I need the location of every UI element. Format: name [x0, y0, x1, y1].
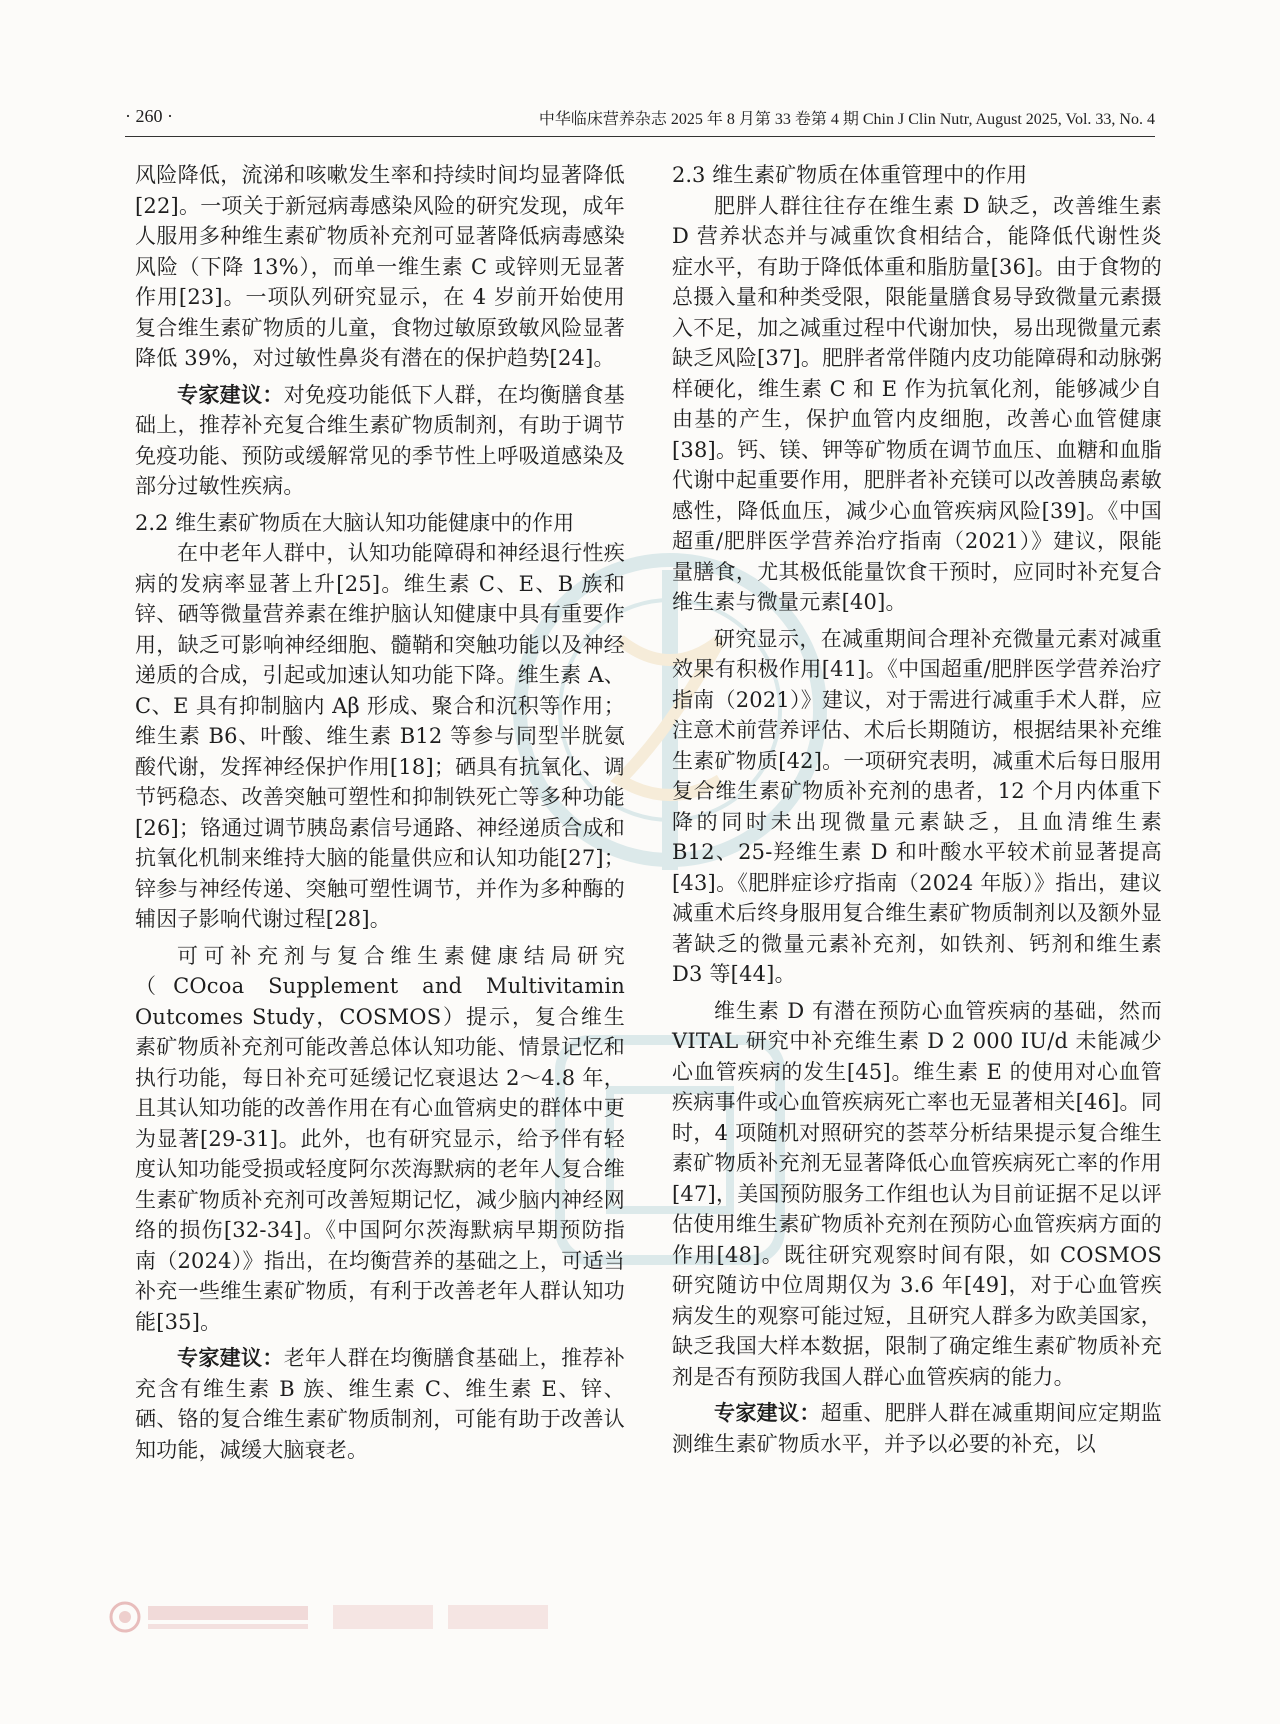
expert-advice [135, 1343, 625, 1465]
expert-advice [135, 380, 625, 502]
publisher-logo-icon [108, 1600, 578, 1634]
paragraph: 风险降低，流涕和咳嗽发生率和持续时间均显著降低[22]。一项关于新冠病毒感染风险的研究发现，成年人服用多种维生素矿物质补充剂可显著降低病毒感染风险（下降 13%），而单一维生素 C 或锌则无显著作用[23]。一项队列研究显示，在 4 岁前开始使用复合维生素矿物质的儿童，食物过敏原致敏风险显著降低 39%，对过敏性鼻炎有潜在的保护趋势[24]。 [135, 163, 625, 370]
advice-label: 专家建议： [714, 1401, 821, 1425]
advice-text: 对免疫功能低下人群，在均衡膳食基础上，推荐补充复合维生素矿物质制剂，有助于调节免疫功能、预防或缓解常见的季节性上呼吸道感染及部分过敏性疾病。 [135, 382, 625, 498]
left-column [135, 160, 625, 1471]
expert-advice [672, 1398, 1162, 1459]
journal-citation: 中华临床营养杂志 2025 年 8 月第 33 卷第 4 期 Chin J Clin Nutr, August 2025, Vol. 33, No. 4 [538, 111, 1155, 128]
right-column [672, 160, 1162, 1465]
paragraph: 研究显示，在减重期间合理补充微量元素对减重效果有积极作用[41]。《中国超重/肥胖医学营养治疗指南（2021）》建议，对于需进行减重手术人群，应注意术前营养评估、术后长期随访，根据结果补充维生素矿物质[42]。一项研究表明，减重术后每日服用复合维生素矿物质补充剂的患者，12 个月内体重下降的同时未出现微量元素缺乏，且血清维生素 B12、25-羟维生素 D 和叶酸水平较术前显著提高[43]。《肥胖症诊疗指南（2024 年版）》指出，建议减重术后终身服用复合维生素矿物质制剂以及额外显著缺乏的微量元素补充剂，如铁剂、钙剂和维生素 D3 等[44]。 [672, 626, 1162, 986]
advice-label: 专家建议： [177, 1346, 284, 1370]
section-heading: 2.3 维生素矿物质在体重管理中的作用 [672, 163, 1028, 187]
section-heading: 2.2 维生素矿物质在大脑认知功能健康中的作用 [135, 510, 575, 535]
paragraph: 在中老年人群中，认知功能障碍和神经退行性疾病的发病率显著上升[25]。维生素 C、E、B 族和锌、硒等微量营养素在维护脑认知健康中具有重要作用，缺乏可影响神经细胞、髓鞘和突触功能以及神经递质的合成，引起或加速认知功能下降。维生素 A、C、E 具有抑制脑内 Aβ 形成、聚合和沉积等作用；维生素 B6、叶酸、维生素 B12 等参与同型半胱氨酸代谢，发挥神经保护作用[18]；硒具有抗氧化、调节钙稳态、改善突触可塑性和抑制铁死亡等多种功能[26]；铬通过调节胰岛素信号通路、神经递质合成和抗氧化机制来维持大脑的能量供应和认知功能[27]；锌参与神经传递、突触可塑性调节，并作为多种酶的辅因子影响代谢过程[28]。 [135, 541, 625, 931]
paragraph: 可可补充剂与复合维生素健康结局研究（COcoa Supplement and Multivitamin Outcomes Study，COSMOS）提示，复合维生素矿物质补充剂可能改善总体认知功能、情景记忆和执行功能，每日补充可延缓记忆衰退达 2～4.8 年，且其认知功能的改善作用在有心血管病史的群体中更为显著[29-31]。此外，也有研究显示，给予伴有轻度认知功能受损或轻度阿尔茨海默病的老年人复合维生素矿物质补充剂可改善短期记忆，减少脑内神经网络的损伤[32-34]。《中国阿尔茨海默病早期预防指南（2024）》指出，在均衡营养的基础之上，可适当补充一些维生素矿物质，有利于改善老年人群认知功能[35]。 [135, 943, 625, 1334]
advice-text: 老年人群在均衡膳食基础上，推荐补充含有维生素 B 族、维生素 C、维生素 E、锌、硒、铬的复合维生素矿物质制剂，可能有助于改善认知功能，减缓大脑衰老。 [135, 1346, 625, 1462]
paragraph: 维生素 D 有潜在预防心血管疾病的基础，然而 VITAL 研究中补充维生素 D 2 000 IU/d 未能减少心血管疾病的发生[45]。维生素 E 的使用对心血管疾病事件或心血管疾病死亡率也无显著相关[46]。同时，4 项随机对照研究的荟萃分析结果提示复合维生素矿物质补充剂无显著降低心血管疾病死亡率的作用[47]，美国预防服务工作组也认为目前证据不足以评估使用维生素矿物质补充剂在预防心血管疾病方面的作用[48]。既往研究观察时间有限，如 COSMOS 研究随访中位周期仅为 3.6 年[49]，对于心血管疾病发生的观察可能过短，且研究人群多为欧美国家，缺乏我国大样本数据，限制了确定维生素矿物质补充剂是否有预防我国人群心血管疾病的能力。 [672, 998, 1162, 1389]
advice-text: 超重、肥胖人群在减重期间应定期监测维生素矿物质水平，并予以必要的补充，以 [672, 1401, 1162, 1456]
running-header [125, 106, 1155, 137]
paragraph: 肥胖人群往往存在维生素 D 缺乏，改善维生素 D 营养状态并与减重饮食相结合，能降低代谢性炎症水平，有助于降低体重和脂肪量[36]。由于食物的总摄入量和种类受限，限能量膳食易导致微量元素摄入不足，加之减重过程中代谢加快，易出现微量元素缺乏风险[37]。肥胖者常伴随内皮功能障碍和动脉粥样硬化，维生素 C 和 E 作为抗氧化剂，能够减少自由基的产生，保护血管内皮细胞，改善心血管健康[38]。钙、镁、钾等矿物质在调节血压、血糖和血脂代谢中起重要作用，肥胖者补充镁可以改善胰岛素敏感性，降低血压，减少心血管疾病风险[39]。《中国超重/肥胖医学营养治疗指南（2021）》建议，限能量膳食，尤其极低能量饮食干预时，应同时补充复合维生素与微量元素[40]。 [672, 193, 1162, 614]
page-number: · 260 · [125, 106, 173, 126]
advice-label: 专家建议： [177, 382, 284, 407]
